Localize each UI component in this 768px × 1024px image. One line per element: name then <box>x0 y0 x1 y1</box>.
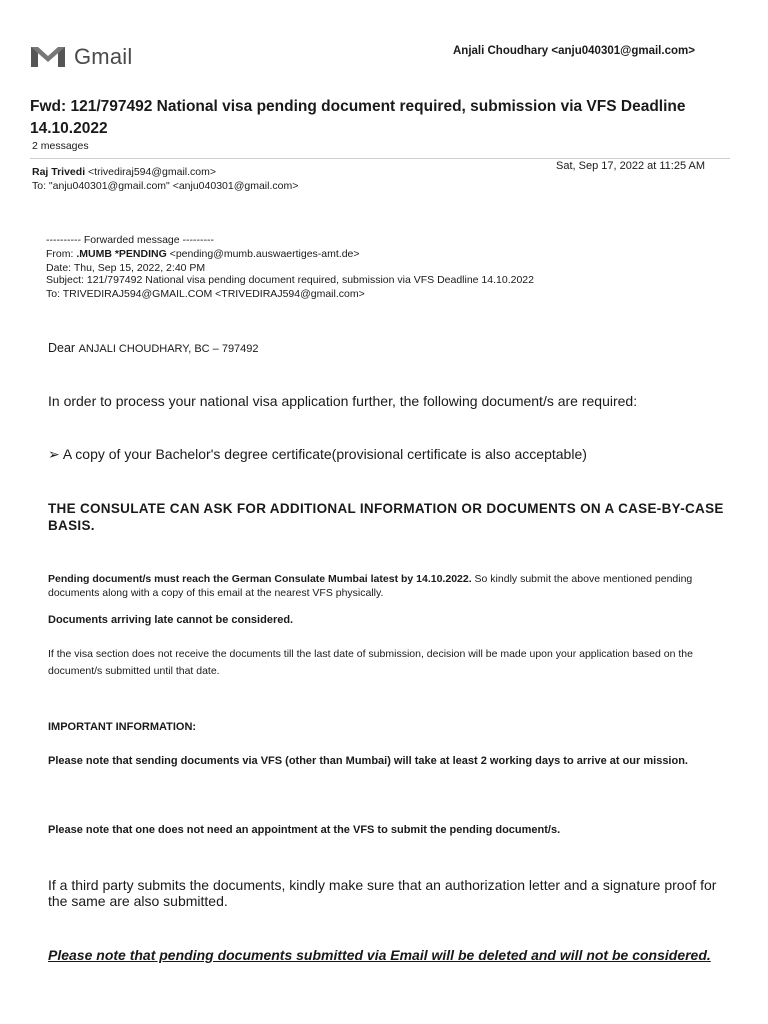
gmail-m-icon <box>30 45 66 69</box>
third-party-paragraph: If a third party submits the documents, kindly make sure that an authorization letter and a signature proof for the same are also submitted. <box>48 877 717 909</box>
sender-email[interactable]: <trivediraj594@gmail.com> <box>88 166 216 178</box>
bullet-marker: ➢ A <box>48 446 72 462</box>
forwarded-date: Date: Thu, Sep 15, 2022, 2:40 PM <box>46 262 206 274</box>
appointment-notice: Please note that one does not need an appointment at the VFS to submit the pending document/s. <box>48 824 561 836</box>
message-date: Sat, Sep 17, 2022 at 11:25 AM <box>556 160 706 172</box>
salutation <box>48 341 259 355</box>
sender-line <box>32 166 216 178</box>
forwarded-from-name: .MUMB *PENDING <box>76 248 167 260</box>
divider <box>30 158 730 159</box>
thread-subject: Fwd: 121/797492 National visa pending document required, submission via VFS Deadline 14.10.2022 <box>30 98 686 137</box>
sender-name: Raj Trivedi <box>32 166 86 178</box>
pending-paragraph <box>48 572 738 600</box>
important-heading: IMPORTANT INFORMATION: <box>48 721 197 733</box>
forwarded-from-label: From: <box>46 248 77 260</box>
decision-paragraph: If the visa section does not receive the documents till the last date of submission, decision will be made upon your application based on the document/s submitted until that date. <box>48 648 693 677</box>
message-count: 2 messages <box>32 140 89 152</box>
pending-instructions: So kindly submit the above mentioned pending documents along with a copy of this email at the nearest VFS physically. <box>48 573 693 599</box>
logo-text: Gmail <box>74 44 133 69</box>
salutation-dear: Dear <box>48 341 79 355</box>
document-bullet <box>48 446 587 463</box>
late-notice: Documents arriving late cannot be considered. <box>48 614 294 626</box>
consulate-notice: THE CONSULATE CAN ASK FOR ADDITIONAL INFORMATION OR DOCUMENTS ON A CASE-BY-CASE BASIS. <box>48 501 724 533</box>
email-deleted-notice: Please note that pending documents submitted via Email will be deleted and will not be considered. <box>48 947 711 963</box>
intro-paragraph: In order to process your national visa application further, the following document/s are required: <box>48 393 638 409</box>
salutation-name: ANJALI CHOUDHARY, BC – 797492 <box>78 343 259 355</box>
forwarded-from <box>46 248 360 260</box>
gmail-logo[interactable] <box>30 44 132 70</box>
forwarded-subject: Subject: 121/797492 National visa pending document required, submission via VFS Deadline 14.10.2022 <box>46 274 534 286</box>
vfs-notice: Please note that sending documents via VFS (other than Mumbai) will take at least 2 working days to arrive at our mission. <box>48 755 688 767</box>
bullet-text: copy of your Bachelor's degree certificate(provisional certificate is also acceptable) <box>71 446 587 462</box>
forwarded-marker: ---------- Forwarded message --------- <box>46 234 214 246</box>
forwarded-to: To: TRIVEDIRAJ594@GMAIL.COM <TRIVEDIRAJ594@gmail.com> <box>46 288 365 300</box>
forwarded-from-email[interactable]: <pending@mumb.auswaertiges-amt.de> <box>166 248 360 260</box>
account-label: Anjali Choudhary <anju040301@gmail.com> <box>453 45 695 57</box>
recipient-line: To: "anju040301@gmail.com" <anju040301@gmail.com> <box>32 180 299 192</box>
pending-deadline: Pending document/s must reach the German Consulate Mumbai latest by 14.10.2022. <box>48 573 472 585</box>
